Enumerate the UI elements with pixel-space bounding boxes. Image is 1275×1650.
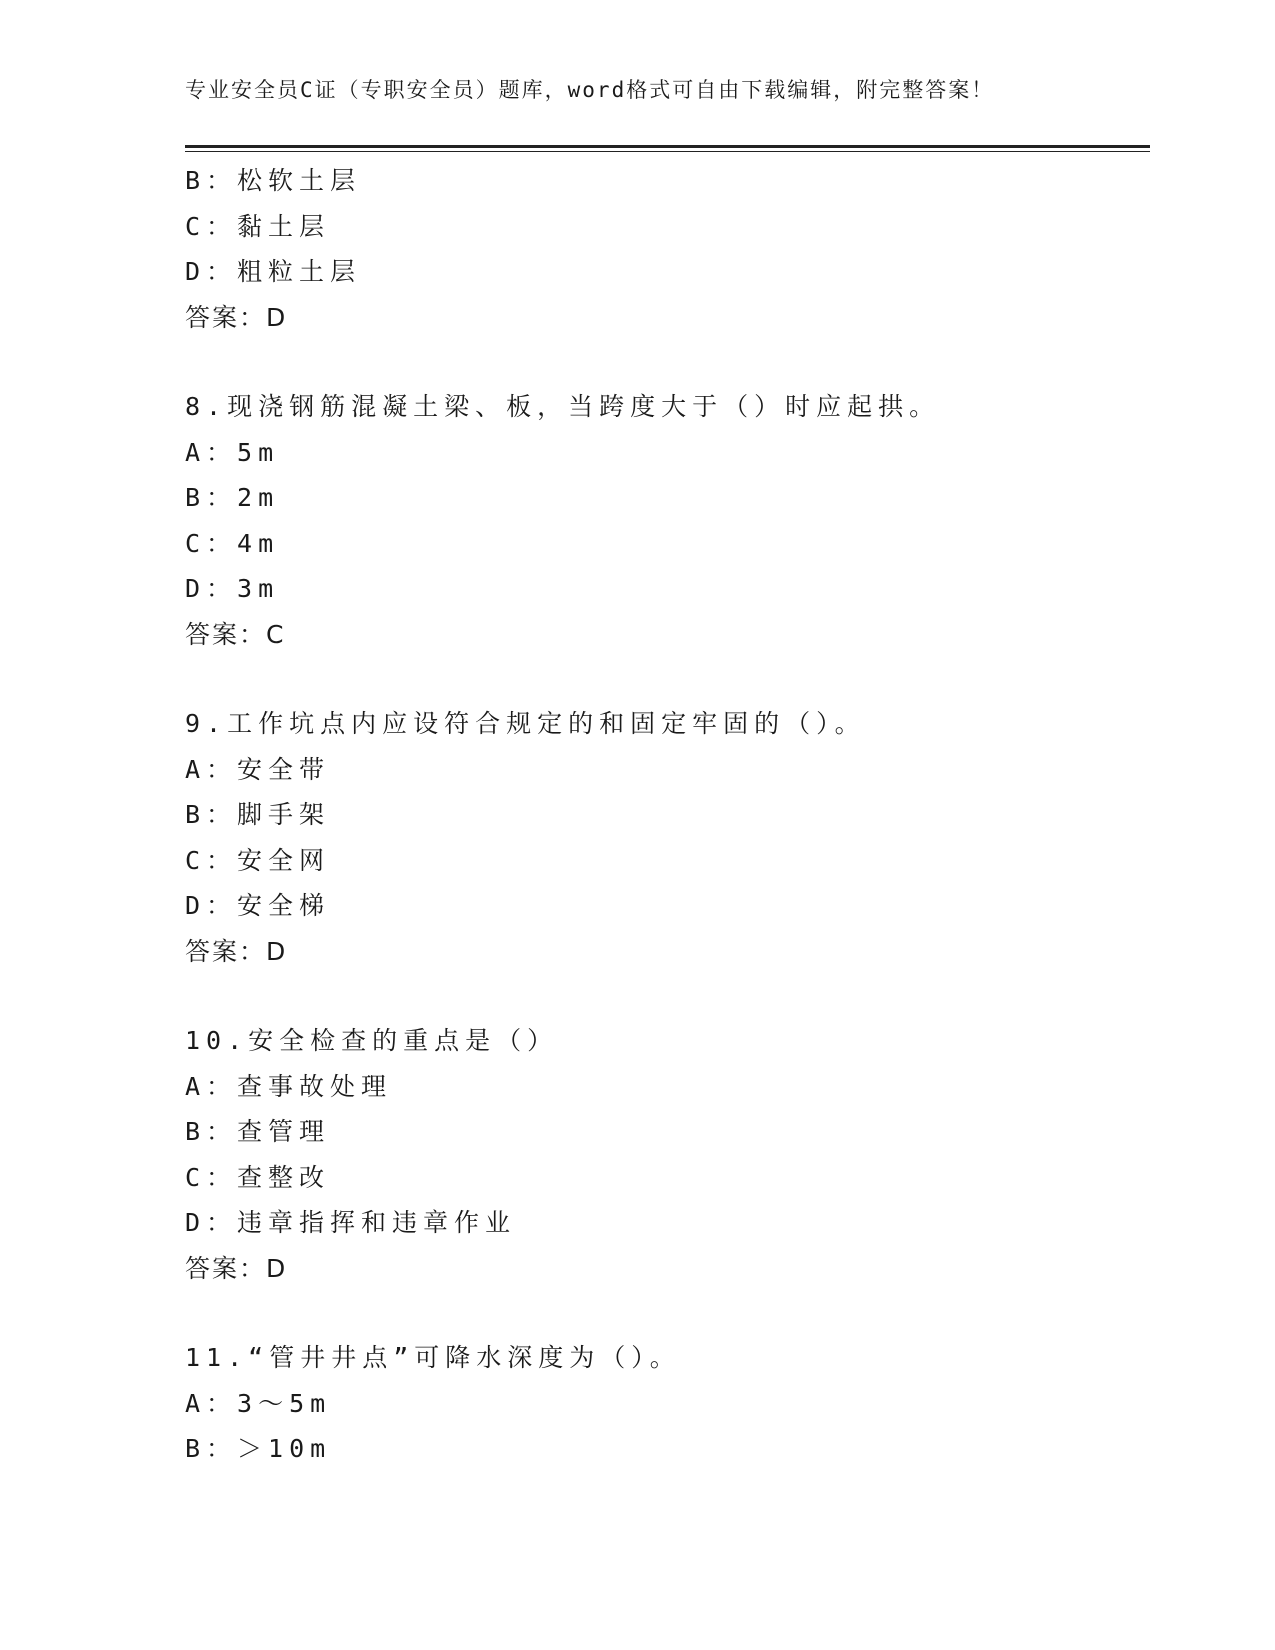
- option-item: A：5m: [185, 437, 280, 467]
- header-rule-thin: [185, 151, 1150, 152]
- option-item: B：脚手架: [185, 800, 331, 829]
- option-item: D：违章指挥和违章作业: [185, 1208, 517, 1237]
- question-text: 11.“管井井点”可降水深度为（）。: [185, 1343, 681, 1372]
- block-gap: [185, 974, 1145, 1018]
- question-block: [185, 384, 1145, 657]
- answer-text: 答案：D: [185, 1253, 288, 1283]
- question-block: [185, 1335, 1145, 1472]
- option-item: C：安全网: [185, 845, 331, 875]
- header-rule-thick: [185, 145, 1150, 148]
- question-text: 8.现浇钢筋混凝土梁、板，当跨度大于（）时应起拱。: [185, 392, 941, 421]
- option-item: D：粗粒土层: [185, 257, 362, 286]
- question-block: [185, 158, 1145, 340]
- block-gap: [185, 657, 1145, 701]
- answer-text: 答案：D: [185, 302, 288, 332]
- option-item: B：＞10m: [185, 1434, 332, 1463]
- option-item: A：3～5m: [185, 1388, 332, 1418]
- option-item: B：查管理: [185, 1117, 331, 1146]
- option-item: D：安全梯: [185, 891, 331, 920]
- question-list: [185, 158, 1145, 1472]
- answer-text: 答案：D: [185, 936, 288, 966]
- option-item: B：2m: [185, 483, 280, 512]
- option-item: A：安全带: [185, 754, 331, 784]
- option-item: D：3m: [185, 574, 280, 603]
- option-item: C：4m: [185, 528, 280, 558]
- option-item: C：黏土层: [185, 211, 331, 241]
- question-text: 10.安全检查的重点是（）: [185, 1026, 559, 1055]
- block-gap: [185, 1291, 1145, 1335]
- option-item: A：查事故处理: [185, 1071, 393, 1101]
- block-gap: [185, 340, 1145, 384]
- answer-text: 答案：C: [185, 619, 286, 649]
- option-item: B：松软土层: [185, 166, 362, 195]
- option-item: C：查整改: [185, 1162, 331, 1192]
- page-header: 专业安全员C证（专职安全员）题库，word格式可自由下载编辑，附完整答案！: [185, 78, 995, 102]
- question-block: [185, 1018, 1145, 1291]
- question-text: 9.工作坑点内应设符合规定的和固定牢固的（）。: [185, 709, 866, 738]
- question-block: [185, 701, 1145, 974]
